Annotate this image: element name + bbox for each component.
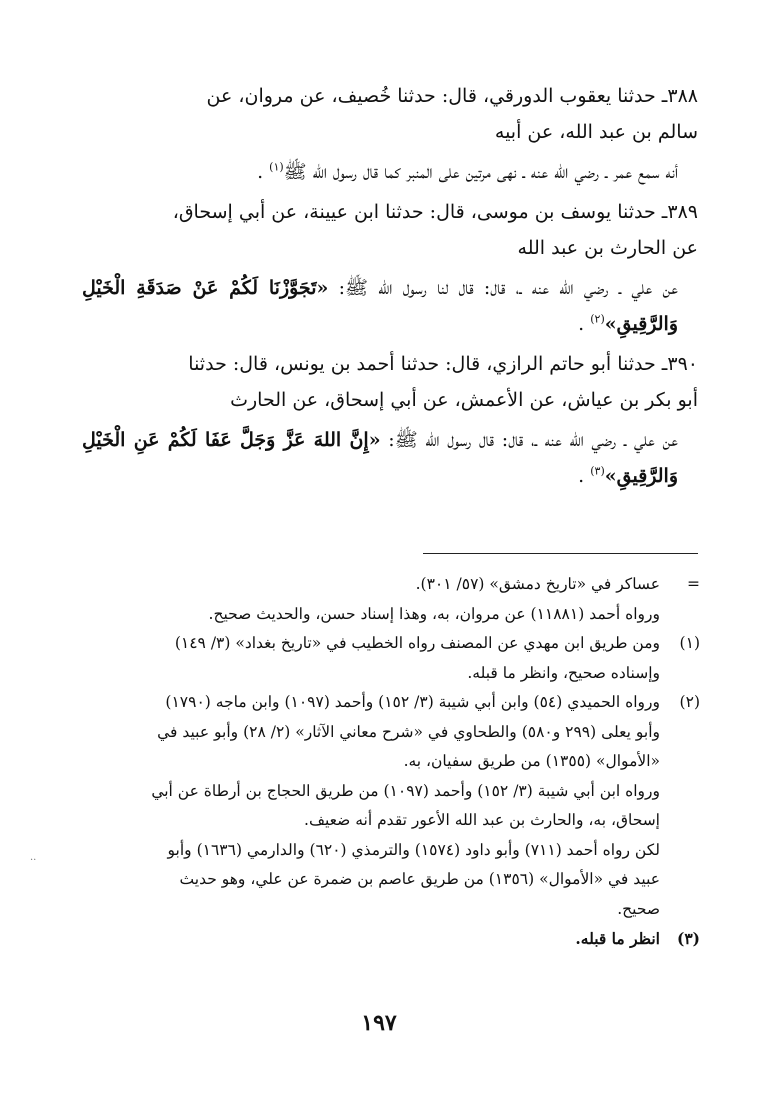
hadith-389-chain-2: عن الحارث بن عبد الله — [517, 237, 698, 259]
footnotes — [72, 570, 700, 954]
hadith-390 — [82, 346, 698, 418]
footnote-line: انظر ما قبله. — [575, 929, 660, 948]
footnote-separator — [423, 553, 698, 554]
footnote-line: وإسناده صحيح، وانظر ما قبله. — [467, 663, 660, 682]
hadith-390-chain-1: ٣٩٠ـ حدثنا أبو حاتم الرازي، قال: حدثنا أحمد بن يونس، قال: حدثنا — [188, 353, 698, 375]
hadith-388 — [82, 78, 698, 150]
footnote-line: «الأموال» (١٣٥٥) من طريق سفيان، به. — [403, 752, 660, 770]
hadith-388-text-block: أنه سمع عمر ـ رضي الله عنه ـ نهى مرتين على المنبر كما قال رسول الله ﷺ$^{(١)}$ . — [257, 160, 678, 183]
hadith-390-quote: «إِنَّ اللهَ عَزَّ وَجَلَّ عَفَا لَكُمْ عَنِ الْخَيْلِ وَالرَّقِيقِ» — [82, 429, 678, 487]
footnote-line: إسحاق، به، والحارث بن عبد الله الأعور تقدم أنه ضعيف. — [304, 811, 660, 829]
footnote-line: ورواه الحميدي (٥٤) وابن أبي شيبة (٣/ ١٥٢) وأحمد (١٠٩٧) وابن ماجه (١٧٩٠) — [165, 693, 660, 711]
footnote-line: وأبو يعلى (٢٩٩ و٥٨٠) والطحاوي في «شرح معاني الآثار» (٢/ ٢٨) وأبو عبيد في — [157, 722, 660, 741]
continuation-marker: = — [687, 575, 700, 593]
footnote-line: ورواه ابن أبي شيبة (٣/ ١٥٢) وأحمد (١٠٩٧) من طريق الحجاج بن أرطاة عن أبي — [151, 781, 660, 800]
page-number: ١٩٧ — [361, 1010, 397, 1036]
footnote-line: عساكر في «تاريخ دمشق» (٥٧/ ٣٠١). — [415, 575, 660, 593]
hadith-389-text: عن علي ـ رضي الله عنه ـ، قال: قال لنا رسول الله ﷺ: — [338, 277, 679, 299]
footnote-2-marker: (٢) — [679, 693, 700, 711]
hadith-389-chain-1: ٣٨٩ـ حدثنا يوسف بن موسى، قال: حدثنا ابن عيينة، عن أبي إسحاق، — [172, 201, 698, 223]
footnote-ref-3[interactable]: (٣) — [590, 464, 605, 478]
hadith-389-quote: «تَجَوَّزْنَا لَكُمْ عَنْ صَدَقَةِ الْخَيْلِ وَالرَّقِيقِ» — [82, 277, 678, 335]
footnote-line: صحيح. — [617, 899, 660, 918]
hadith-390-text: عن علي ـ رضي الله عنه ـ، قال: قال رسول الله ﷺ: — [388, 429, 678, 451]
hadith-390-text-block: عن علي ـ رضي الله عنه ـ، قال: قال رسول الله ﷺ: «إِنَّ اللهَ عَزَّ وَجَلَّ عَفَا لَكُمْ عَنِ الْخَيْلِ وَالرَّقِيقِ»$^{(٣)}$ . — [82, 429, 678, 487]
footnote-line: ومن طريق ابن مهدي عن المصنف رواه الخطيب في «تاريخ بغداد» (٣/ ١٤٩) — [174, 634, 660, 652]
footnote-3 — [72, 924, 700, 954]
footnote-continuation — [72, 570, 700, 629]
footnote-2 — [72, 688, 700, 924]
footnote-line: عبيد في «الأموال» (١٣٥٦) من طريق عاصم بن ضمرة عن علي، وهو حديث — [179, 870, 660, 888]
footnote-1 — [72, 629, 700, 688]
hadith-390-chain-2: أبو بكر بن عياش، عن الأعمش، عن أبي إسحاق، عن الحارث — [230, 389, 698, 411]
hadith-389-text-block: عن علي ـ رضي الله عنه ـ، قال: قال لنا رسول الله ﷺ: «تَجَوَّزْنَا لَكُمْ عَنْ صَدَقَةِ الْخَيْلِ وَالرَّقِيقِ»$^{(٢)}$ . — [82, 277, 679, 335]
footnote-ref-2[interactable]: (٢) — [590, 312, 605, 326]
hadith-388-text: أنه سمع عمر ـ رضي الله عنه ـ نهى مرتين على المنبر كما قال رسول الله ﷺ — [283, 161, 678, 183]
main-text — [82, 78, 698, 498]
footnote-1-marker: (١) — [679, 634, 700, 652]
footnote-line: ورواه أحمد (١١٨٨١) عن مروان، به، وهذا إسناد حسن، والحديث صحيح. — [208, 604, 660, 623]
footnote-line: لكن رواه أحمد (٧١١) وأبو داود (١٥٧٤) والترمذي (٦٢٠) والدارمي (١٦٣٦) وأبو — [167, 840, 660, 859]
hadith-389 — [82, 194, 698, 266]
footnote-ref-1[interactable]: (١) — [269, 160, 284, 174]
hadith-388-chain-2: سالم بن عبد الله، عن أبيه — [494, 121, 698, 143]
hadith-388-chain-1: ٣٨٨ـ حدثنا يعقوب الدورقي، قال: حدثنا خُصيف، عن مروان، عن — [206, 85, 698, 107]
footnote-3-marker: (٣) — [676, 929, 700, 948]
scan-speck: .. — [30, 852, 37, 863]
